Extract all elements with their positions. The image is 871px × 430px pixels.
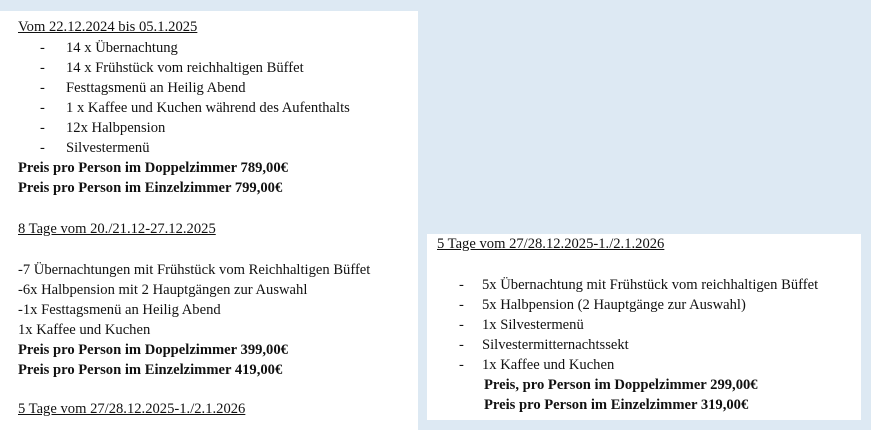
section1-price-double: Preis pro Person im Doppelzimmer 789,00€ bbox=[18, 160, 288, 176]
section1-price-single: Preis pro Person im Einzelzimmer 799,00€ bbox=[18, 180, 283, 196]
bullet-marker: - bbox=[40, 80, 45, 96]
section2-item: -7 Übernachtungen mit Frühstück vom Reichhaltigen Büffet bbox=[18, 262, 371, 278]
bullet-marker: - bbox=[459, 317, 464, 333]
right-item: 5x Halbpension (2 Hauptgänge zur Auswahl) bbox=[482, 297, 746, 313]
section3-heading: 5 Tage vom 27/28.12.2025-1./2.1.2026 bbox=[18, 401, 246, 417]
bullet-marker: - bbox=[40, 140, 45, 156]
bullet-marker: - bbox=[40, 100, 45, 116]
section1-heading: Vom 22.12.2024 bis 05.1.2025 bbox=[18, 19, 198, 35]
right-item: 5x Übernachtung mit Frühstück vom reichhaltigen Büffet bbox=[482, 277, 819, 293]
section1-item: 14 x Übernachtung bbox=[66, 40, 178, 56]
section2-item: -1x Festtagsmenü an Heilig Abend bbox=[18, 302, 221, 318]
section1-item: Festtagsmenü an Heilig Abend bbox=[66, 80, 246, 96]
offer-panel-left bbox=[0, 11, 418, 430]
section2-heading: 8 Tage vom 20./21.12-27.12.2025 bbox=[18, 221, 216, 237]
bullet-marker: - bbox=[40, 120, 45, 136]
bullet-marker: - bbox=[40, 40, 45, 56]
section2-item: -6x Halbpension mit 2 Hauptgängen zur Auswahl bbox=[18, 282, 308, 298]
section2-price-single: Preis pro Person im Einzelzimmer 419,00€ bbox=[18, 362, 283, 378]
section1-item: 14 x Frühstück vom reichhaltigen Büffet bbox=[66, 60, 304, 76]
bullet-marker: - bbox=[459, 337, 464, 353]
right-item: 1x Kaffee und Kuchen bbox=[482, 357, 615, 373]
right-price-single: Preis pro Person im Einzelzimmer 319,00€ bbox=[484, 397, 749, 413]
right-price-double: Preis, pro Person im Doppelzimmer 299,00€ bbox=[484, 377, 758, 393]
section1-item: Silvestermenü bbox=[66, 140, 150, 156]
bullet-marker: - bbox=[459, 357, 464, 373]
section1-item: 12x Halbpension bbox=[66, 120, 166, 136]
section2-price-double: Preis pro Person im Doppelzimmer 399,00€ bbox=[18, 342, 288, 358]
right-heading: 5 Tage vom 27/28.12.2025-1./2.1.2026 bbox=[437, 236, 665, 252]
bullet-marker: - bbox=[459, 297, 464, 313]
section1-item: 1 x Kaffee und Kuchen während des Aufenthalts bbox=[66, 100, 350, 116]
bullet-marker: - bbox=[40, 60, 45, 76]
right-item: 1x Silvestermenü bbox=[482, 317, 584, 333]
section2-item: 1x Kaffee und Kuchen bbox=[18, 322, 151, 338]
bullet-marker: - bbox=[459, 277, 464, 293]
right-item: Silvestermitternachtssekt bbox=[482, 337, 629, 353]
offer-panel-right bbox=[427, 234, 861, 420]
